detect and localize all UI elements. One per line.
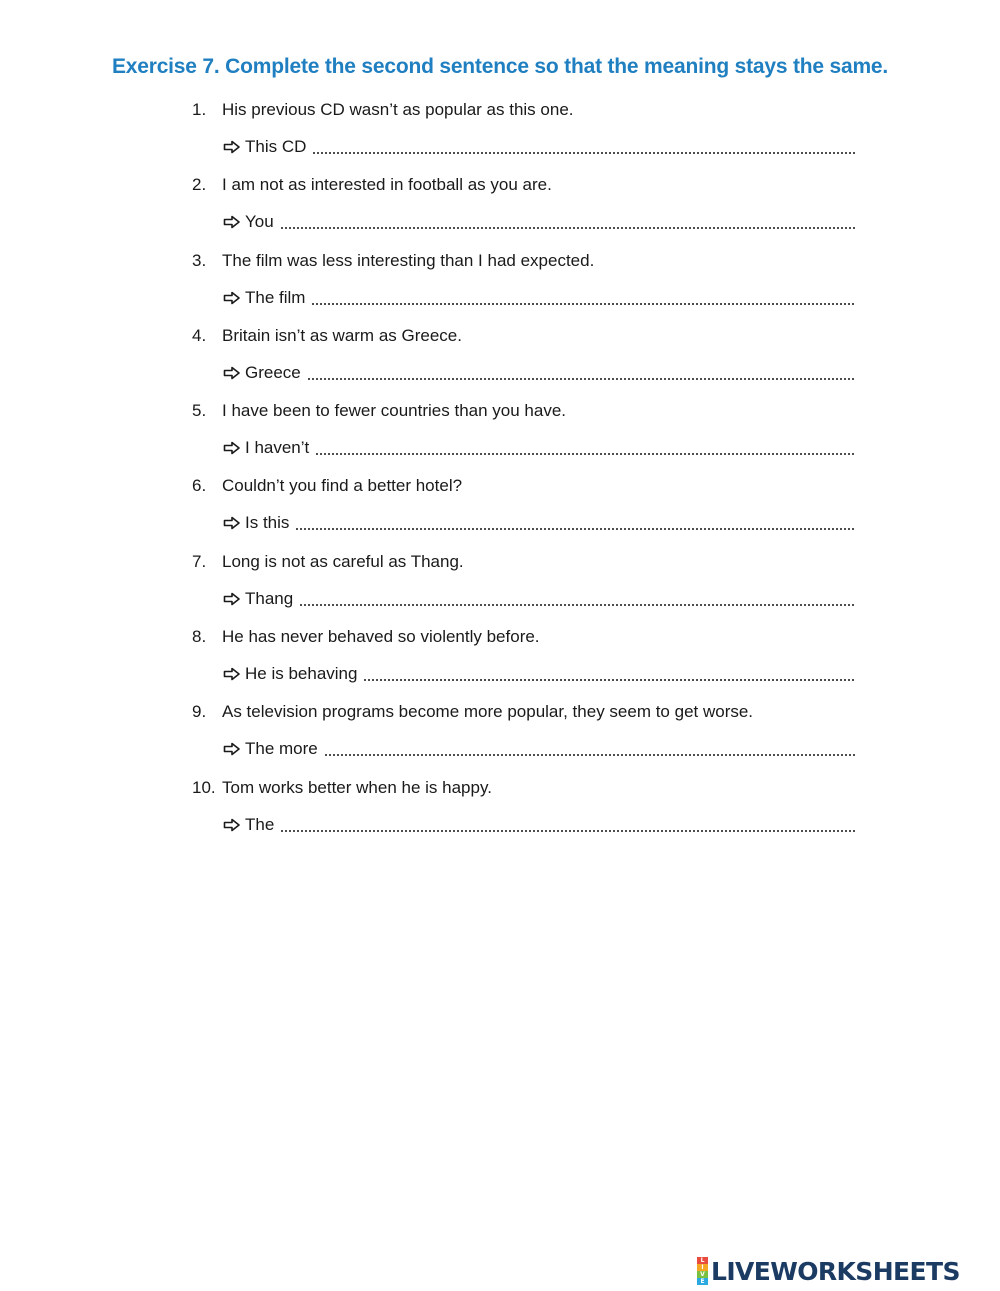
answer-blank[interactable] [311,303,856,305]
liveworksheets-logo [697,1256,960,1286]
answer-row [223,134,856,160]
answer-prompt: The more [245,739,318,759]
answer-row [223,661,856,687]
question-number: 8. [192,627,207,647]
question-number: 9. [192,702,207,722]
question-number: 6. [192,476,207,496]
question-text: As television programs become more popular, they seem to get worse. [222,702,754,722]
answer-prompt: The film [245,287,306,307]
exercise-item-1 [192,95,856,170]
exercise-item-6 [192,471,856,546]
logo-mark-icon [697,1257,708,1285]
arrow-right-icon [223,366,241,380]
arrow-right-icon [223,441,241,455]
arrow-right-icon [223,742,241,756]
answer-blank[interactable] [299,604,856,606]
question-text: I am not as interested in football as you are. [222,175,552,195]
question-row [192,699,856,725]
arrow-right-icon [223,667,241,681]
question-row [192,775,856,801]
question-number: 3. [192,250,207,270]
answer-blank[interactable] [295,528,856,530]
answer-row [223,209,856,235]
logo-mark-letter: I [697,1264,708,1271]
question-row [192,473,856,499]
answer-blank[interactable] [280,227,856,229]
question-row [192,549,856,575]
answer-prompt: You [245,212,274,232]
question-number: 10. [192,777,216,797]
arrow-right-icon [223,818,241,832]
answer-prompt: Greece [245,362,301,382]
question-text: Tom works better when he is happy. [222,777,492,797]
question-row [192,323,856,349]
arrow-right-icon [223,291,241,305]
exercise-item-5 [192,396,856,471]
answer-blank[interactable] [315,453,856,455]
question-number: 2. [192,175,207,195]
answer-blank[interactable] [307,378,856,380]
question-text: The film was less interesting than I had expected. [222,250,595,270]
answer-prompt: I haven’t [245,438,310,458]
question-number: 4. [192,325,207,345]
question-row [192,398,856,424]
answer-row [223,285,856,311]
arrow-right-icon [223,516,241,530]
answer-prompt: He is behaving [245,664,358,684]
question-text: I have been to fewer countries than you have. [222,401,567,421]
question-row [192,248,856,274]
arrow-right-icon [223,215,241,229]
answer-blank[interactable] [280,830,856,832]
answer-prompt: Thang [245,588,294,608]
question-number: 5. [192,401,207,421]
logo-text: LIVEWORKSHEETS [711,1256,960,1286]
exercise-item-9 [192,697,856,772]
exercise-title: Exercise 7. Complete the second sentence so that the meaning stays the same. [111,55,889,78]
exercise-item-7 [192,547,856,622]
question-text: He has never behaved so violently before. [222,627,540,647]
answer-row [223,435,856,461]
exercise-list [192,95,856,848]
exercise-item-2 [192,170,856,245]
question-row [192,172,856,198]
question-row [192,624,856,650]
question-text: Couldn’t you find a better hotel? [222,476,463,496]
arrow-right-icon [223,592,241,606]
question-number: 7. [192,551,207,571]
question-text: Long is not as careful as Thang. [222,551,464,571]
answer-blank[interactable] [312,152,856,154]
answer-prompt: Is this [245,513,290,533]
answer-row [223,510,856,536]
exercise-item-8 [192,622,856,697]
arrow-right-icon [223,140,241,154]
logo-mark-letter: V [697,1271,708,1278]
question-number: 1. [192,100,207,119]
answer-blank[interactable] [363,679,856,681]
exercise-item-4 [192,321,856,396]
question-text: His previous CD wasn’t as popular as this one. [222,100,574,119]
logo-mark-letter: L [697,1257,708,1264]
question-row [192,97,856,123]
question-text: Britain isn’t as warm as Greece. [222,325,462,345]
exercise-item-10 [192,773,856,848]
answer-row [223,360,856,386]
exercise-item-3 [192,246,856,321]
logo-mark-letter: E [697,1278,708,1285]
answer-row [223,736,856,762]
answer-prompt: This CD [245,137,307,156]
answer-row [223,586,856,612]
answer-row [223,812,856,838]
answer-prompt: The [245,814,275,834]
answer-blank[interactable] [324,754,856,756]
